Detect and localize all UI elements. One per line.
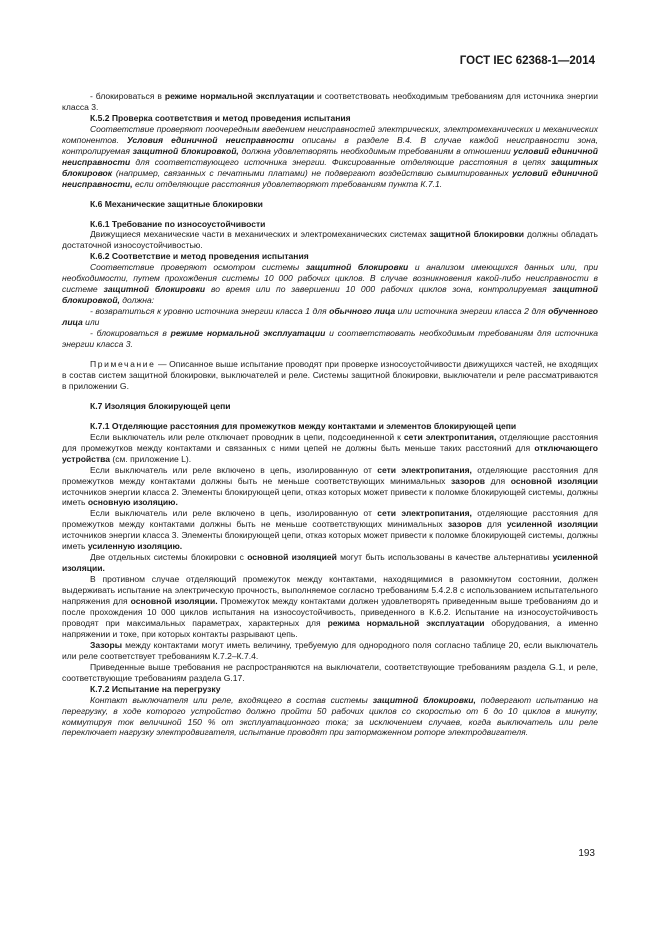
- section-heading-k72: К.7.2 Испытание на перегрузку: [90, 683, 221, 694]
- paragraph: Если выключатель или реле отключает проводник в цепи, подсоединенной к сети электропитания, отделяющие расстояния для промежутков между контактами и связанных с ними цепей не должны быть меньше таких расстояний для отключающего устройства (см. приложение L).: [62, 431, 598, 464]
- document-body: [62, 91, 598, 738]
- section-heading-k71: К.7.1 Отделяющие расстояния для промежутков между контактами и элементов блокирующей цепи: [90, 420, 517, 431]
- paragraph: Соответствие проверяют осмотром системы защитной блокировки и анализом имеющихся данных или, при необходимости, путем прохождения системы 10 000 рабочих циклов. В случае возникновения какой-либо неисправности в системе защитной блокировки во время или по завершении 10 000 рабочих циклов зона, контролируемая защитной блокировкой, должна:: [62, 262, 599, 306]
- paragraph: Соответствие проверяют поочередным введением неисправностей электрических, электромеханических и механических компонентов. Условия единичной неисправности описаны в разделе В.4. В случае каждой неисправности зона, контролируемая защитной блокировкой, должна удовлетворять необходимым требованиям в отношении условий единичной неисправности для соответствующего источника энергии. Фиксированные отделяющие расстояния в цепях защитных блокировок (например, связанных с печатными платами) не подвергают воздействию сымитированных условий единичной неисправности, если отделяющие расстояния удовлетворяют требованиям пункта К.7.1.: [62, 123, 598, 189]
- document-header: ГОСТ IEC 62368-1—2014: [459, 55, 595, 67]
- note-label: Примечание: [90, 358, 156, 369]
- paragraph: Приведенные выше требования не распространяются на выключатели, соответствующие требованиям раздела G.1, и реле, соответствующие требованиям раздела G.17.: [62, 661, 598, 683]
- note: Примечание — Описанное выше испытание проводят при проверке износоустойчивости движущихся частей, не входящих в состав систем защитной блокировки, выключателей и реле. Системы защитной блокировки, выключатели и реле рассматриваются в приложении G.: [62, 358, 598, 391]
- section-heading-k52: К.5.2 Проверка соответствия и метод проведения испытания: [90, 112, 351, 123]
- list-item: - блокироваться в режиме нормальной эксплуатации и соответствовать необходимым требованиям для источника энергии класса 3.: [62, 328, 598, 350]
- section-heading-k7: К.7 Изоляция блокирующей цепи: [90, 400, 231, 411]
- section-heading-k6: К.6 Механические защитные блокировки: [90, 198, 263, 209]
- section-heading-k61: К.6.1 Требование по износоустойчивости: [90, 218, 266, 229]
- paragraph: Зазоры между контактами могут иметь величину, требуемую для однородного поля согласно таблице 20, если выключатель или реле соответствует требованиям К.7.2–К.7.4.: [62, 639, 598, 661]
- section-heading-k62: К.6.2 Соответствие и метод проведения испытания: [90, 251, 309, 262]
- paragraph: Если выключатель или реле включено в цепь, изолированную от сети электропитания, отделяющие расстояния для промежутков между контактами должны быть не меньше соответствующих минимальных зазоров для усиленной изоляции источников энергии класса 3. Элементы блокирующей цепи, отказ которых может привести к поломке блокирующей системы, должны иметь усиленную изоляцию.: [62, 508, 598, 552]
- paragraph: - блокироваться в режиме нормальной эксплуатации и соответствовать необходимым требованиям для источника энергии класса 3.: [62, 91, 598, 112]
- paragraph: Две отдельных системы блокировки с основной изоляцией могут быть использованы в качестве альтернативы усиленной изоляции.: [62, 552, 598, 574]
- page-number: 193: [578, 848, 595, 859]
- paragraph: Если выключатель или реле включено в цепь, изолированную от сети электропитания, отделяющие расстояния для промежутков между контактами должны быть не меньше соответствующих минимальных зазоров для основной изоляции источников энергии класса 2. Элементы блокирующей цепи, отказ которых может привести к поломке блокирующей системы, должны иметь основную изоляцию.: [62, 464, 598, 508]
- paragraph: В противном случае отделяющий промежуток между контактами, находящимися в разомкнутом состоянии, должен выдерживать испытание на электрическую прочность, выполняемое согласно требованиям 5.4.2.8 с использованием испытательного напряжения для основной изоляции. Промежуток между контактами должен удовлетворять приведенным выше требованиям до и после прохождения 10 000 циклов испытания на износоустойчивость, приведенного в К.6.2. Испытание на износоустойчивость проводят при максимальных параметрах, характерных для режима нормальной эксплуатации оборудования, а именно напряжении и токе, при которых контакты разрывают цепь.: [62, 574, 598, 639]
- paragraph: Движущиеся механические части в механических и электромеханических системах защитной блокировки должны обладать достаточной износоустойчивостью.: [62, 229, 599, 251]
- paragraph: Контакт выключателя или реле, входящего в состав системы защитной блокировки, подвергают испытанию на перегрузку, в ходе которого устройство должно пройти 50 рабочих циклов со скоростью от 6 до 10 циклов в минуту, коммутируя ток величиной 150 % от эксплуатационного тока; за исключением случаев, когда выключатель или реле переключает нагрузку электродвигателя, испытание проводят при заторможенном роторе электродвигателя.: [62, 694, 599, 738]
- list-item: - возвратиться к уровню источника энергии класса 1 для обычного лица или источника энергии класса 2 для обученного лица или: [62, 306, 598, 328]
